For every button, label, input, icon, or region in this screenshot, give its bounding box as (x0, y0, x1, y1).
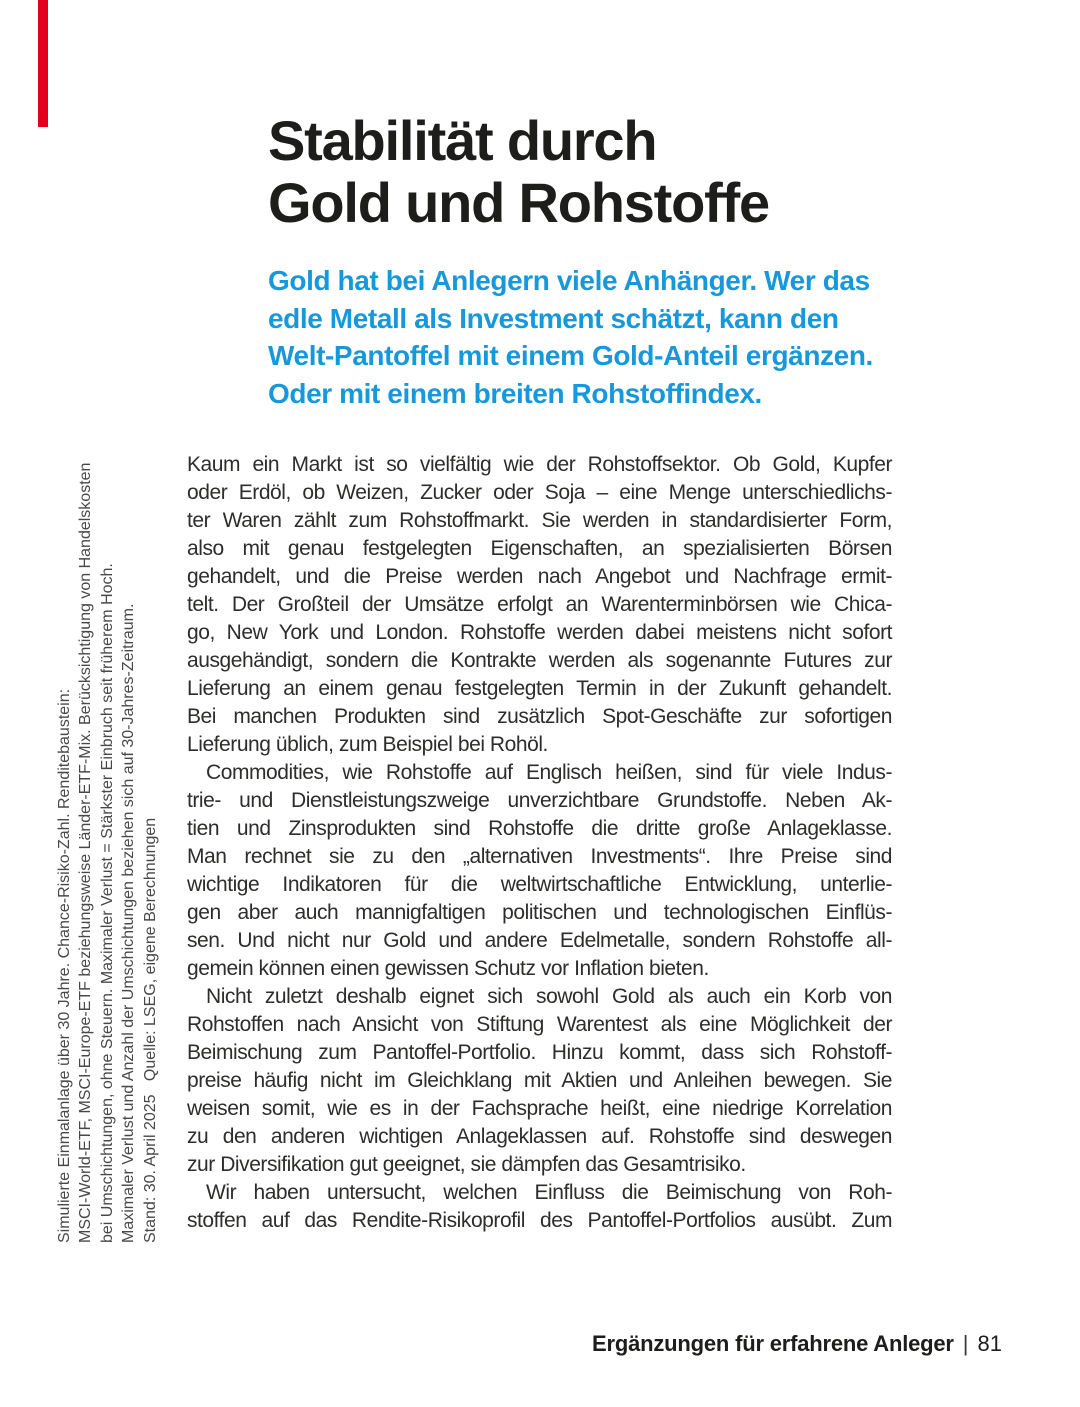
body-line: preise häufig nicht im Gleichklang mit Aktien und Anleihen bewegen. Sie (187, 1069, 892, 1092)
article-body (187, 451, 892, 1235)
page-footer (592, 1331, 1002, 1357)
page-title (268, 110, 769, 234)
body-line: stoffen auf das Rendite-Risikoprofil des Pantoffel-Portfolios ausübt. Zum (187, 1209, 892, 1232)
body-line: Wir haben untersucht, welchen Einfluss die Beimischung von Roh- (206, 1181, 892, 1204)
paragraph (187, 983, 892, 1179)
body-line: telt. Der Großteil der Umsätze erfolgt an Warenterminbörsen wie Chica- (187, 593, 892, 616)
body-line: Rohstoffen nach Ansicht von Stiftung Warentest als eine Möglichkeit der (187, 1013, 892, 1036)
intro-line: Oder mit einem breiten Rohstoffindex. (268, 377, 762, 409)
body-line: Kaum ein Markt ist so vielfältig wie der Rohstoffsektor. Ob Gold, Kupfer (187, 453, 892, 476)
intro-line: edle Metall als Investment schätzt, kann den (268, 302, 839, 334)
footnote-line: bei Umschichtungen, ohne Steuern. Maximaler Verlust = Stärkster Einbruch seit früherem Hoch. (98, 563, 116, 1243)
footnote-rotated-block (54, 453, 161, 1243)
footnote-line: Stand: 30. April 2025 Quelle: LSEG, eigene Berechnungen (141, 817, 159, 1243)
body-line: trie- und Dienstleistungszweige unverzichtbare Grundstoffe. Neben Ak- (187, 789, 892, 812)
footer-separator: | (962, 1331, 969, 1356)
intro-line: Gold hat bei Anlegern viele Anhänger. Wer das (268, 265, 870, 296)
page-title-line: Gold und Rohstoffe (268, 171, 769, 234)
footnote-line: Simulierte Einmalanlage über 30 Jahre. Chance-Risiko-Zahl. Renditebaustein: (56, 688, 73, 1243)
body-line: Nicht zuletzt deshalb eignet sich sowohl Gold als auch ein Korb von (206, 985, 892, 1008)
page-title-line: Stabilität durch (268, 109, 657, 172)
footnote-line: MSCI-World-ETF, MSCI-Europe-ETF beziehungsweise Länder-ETF-Mix. Berücksichtigung von Handelskosten (77, 462, 95, 1243)
body-line: weisen somit, wie es in der Fachsprache heißt, eine niedrige Korrelation (187, 1097, 892, 1120)
body-line: go, New York und London. Rohstoffe werden dabei meistens nicht sofort (187, 621, 892, 644)
body-line: gen aber auch mannigfaltigen politischen und technologischen Einflüs- (187, 901, 892, 924)
paragraph (187, 451, 892, 759)
body-line: ter Waren zählt zum Rohstoffmarkt. Sie werden in standardisierter Form, (187, 509, 892, 532)
page-edge-marker (38, 0, 48, 127)
paragraph (187, 759, 892, 983)
body-line: Commodities, wie Rohstoffe auf Englisch heißen, sind für viele Indus- (206, 761, 892, 784)
body-line: Bei manchen Produkten sind zusätzlich Spot-Geschäfte zur sofortigen (187, 705, 892, 728)
intro-line: Welt-Pantoffel mit einem Gold-Anteil ergänzen. (268, 340, 873, 371)
body-line: tien und Zinsprodukten sind Rohstoffe die dritte große Anlageklasse. (187, 817, 892, 840)
body-line: wichtige Indikatoren für die weltwirtschaftliche Entwicklung, unterlie- (187, 873, 892, 896)
body-line: Beimischung zum Pantoffel-Portfolio. Hinzu kommt, dass sich Rohstoff- (187, 1041, 892, 1064)
body-line: ausgehändigt, sondern die Kontrakte werden als sogenannte Futures zur (187, 649, 892, 672)
body-line: Man rechnet sie zu den „alternativen Investments“. Ihre Preise sind (187, 845, 892, 868)
body-line: gehandelt, und die Preise werden nach Angebot und Nachfrage ermit- (187, 565, 892, 588)
body-line: gemein können einen gewissen Schutz vor Inflation bieten. (187, 957, 709, 980)
body-line: oder Erdöl, ob Weizen, Zucker oder Soja – eine Menge unterschiedlichs- (187, 481, 892, 504)
footer-section-label: Ergänzungen für erfahrene Anleger (592, 1331, 954, 1356)
intro-lead-text (268, 262, 873, 412)
footer-page-number: 81 (977, 1331, 1002, 1356)
body-line: zu den anderen wichtigen Anlageklassen auf. Rohstoffe sind deswegen (187, 1125, 892, 1148)
paragraph (187, 1179, 892, 1235)
body-line: Lieferung an einem genau festgelegten Termin in der Zukunft gehandelt. (187, 677, 892, 700)
body-line: sen. Und nicht nur Gold und andere Edelmetalle, sondern Rohstoffe all- (187, 929, 892, 952)
body-line: zur Diversifikation gut geeignet, sie dämpfen das Gesamtrisiko. (187, 1153, 746, 1176)
body-line: also mit genau festgelegten Eigenschaften, an spezialisierten Börsen (187, 537, 892, 560)
footnote-line: Maximaler Verlust und Anzahl der Umschichtungen beziehen sich auf 30-Jahres-Zeitraum. (120, 603, 138, 1243)
body-line: Lieferung üblich, zum Beispiel bei Rohöl. (187, 733, 548, 756)
